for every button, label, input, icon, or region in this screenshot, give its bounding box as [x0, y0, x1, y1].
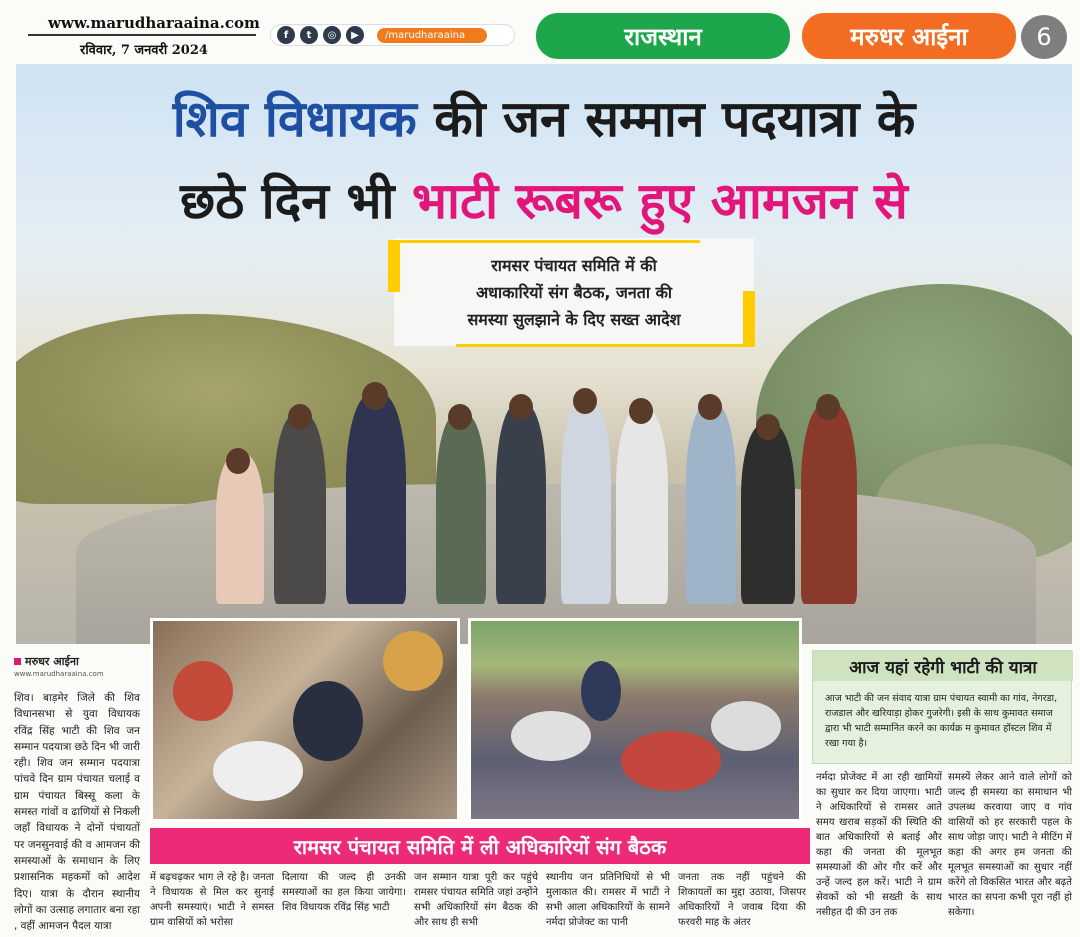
photo-meeting-villagers [150, 618, 460, 822]
person-shape [293, 681, 363, 761]
article-column-4: जन सम्मान यात्रा पूरी कर पहुंचे रामसर पंचायत समिति जहां उन्होंने सभी अधिकारियों संग बैठक की और साथ ही सभी [414, 872, 538, 928]
person-head [756, 414, 780, 440]
headline-line-2 [16, 160, 1072, 242]
turban-shape [383, 631, 443, 691]
person [801, 404, 857, 604]
person [686, 404, 736, 604]
sidebar-text: आज भाटी की जन संवाद यात्रा ग्राम पंचायत स्वामी का गांव, नेगरडा, राजडाल और खरियाड़ा होकर गुजरेगी। इसी के साथ कुमावत समाज द्वारा भी भाटी सम्मानित करने का कार्यक्र म कुमावत हॉस्टल शिव में रखा गया है। [825, 693, 1058, 749]
deck-accent-bar [400, 240, 700, 243]
speaker-shape [581, 661, 621, 721]
person-head [226, 448, 250, 474]
social-bar [270, 24, 515, 46]
sidebar-box [812, 650, 1072, 764]
sidebar-title: आज यहां रहेगी भाटी की यात्रा [813, 651, 1073, 681]
article-column-5: स्थानीय जन प्रतिनिधियों से भी मुलाकात की। रामसर में भाटी ने सभी आला अधिकारियों के सामने नर्मदा प्रोजेक्ट का पानी [546, 872, 670, 928]
article-column-2: में बढ़चढ़कर भाग ले रहे है। जनता ने विधायक से मिल कर सुनाई अपनी समस्याएं। भाटी ने समस्त ग्राम वासियों को भरोसा [150, 872, 274, 928]
byline-url: www.marudharaaina.com [14, 670, 104, 678]
article-column-1: शिव। बाड़मेर जिले की शिव विधानसभा से युवा विधायक रविंद्र सिंह भाटी की शिव जन सम्मान पदयात्रा छठे दिन भी जारी रही। शिव जन सम्मान पदयात्रा पांचवे दिन ग्राम पंचायत चलाई व ग्राम पंचायत बिस्सू कला के समस्त गांवों व ढाणियों से निकली जहाँ विधायक ने दोनों पंचायतों पर जनसुनवाई की व आमजन की समस्याओं के समाधान के लिए प्रशासनिक महकमों को आदेश दिए। यात्रा के दौरान स्थानीय लोगों का उत्साह लगातार बना रहा , वहीं आमजन पैदल यात्रा [14, 692, 140, 933]
deck-box [394, 238, 754, 346]
byline-logo [14, 654, 79, 669]
article-column-3: दिलाया की जल्द ही उनकी समस्याओं का हल किया जायेगा। शिव विधायक रविंद्र सिंह भाटी [282, 872, 406, 913]
instagram-icon[interactable]: ◎ [323, 26, 341, 44]
headline-highlight-pink: भाटी रूबरू हुए आमजन से [411, 172, 908, 230]
facebook-icon[interactable]: f [277, 26, 295, 44]
crowd-shape [511, 711, 591, 761]
headline [16, 78, 1072, 242]
hero-photo [16, 64, 1072, 644]
deck-accent-bar [743, 291, 755, 347]
article-column-8: समस्यें लेकर आने वाले लोगों को जल्द ही समस्या का समाधान भी उपलब्ध करवाया जाए व गांव वासियों को हर सरकारी पहल के साथ जोड़ा जाए। भाटी ने मीटिंग में कहा की अगर हम जनता की मूलभूत समस्याओं का सुधार नहीं करेंगे तो विकसित भारत और बढ़ते भारत का सपना कभी पूरा नहीं हो सकेगा। [948, 772, 1072, 918]
headline-text: की जन सम्मान पदयात्रा के [416, 90, 916, 148]
deck-accent-bar [456, 344, 754, 347]
twitter-icon[interactable]: t [300, 26, 318, 44]
person-head [573, 388, 597, 414]
person-head [362, 382, 388, 410]
photo-public-gathering [468, 618, 802, 822]
person-shape [213, 741, 303, 801]
article-column-6: जनता तक नहीं पहुंचने की शिकायतों का मुद्दा उठाया, जिसपर अधिकारियों ने जवाब दिया की फरवरी माह के अंतर [678, 872, 806, 928]
person-head [448, 404, 472, 430]
deck-accent-bar [388, 240, 400, 292]
masthead [0, 0, 1080, 64]
crowd-shape [711, 701, 781, 751]
headline-text: छठे दिन भी [180, 172, 412, 230]
section-tag: राजस्थान [536, 13, 790, 59]
brand-tag: मरुधर आईना [802, 13, 1016, 59]
site-url[interactable]: www.marudharaaina.com [48, 14, 260, 32]
person [561, 399, 611, 604]
byline-logo-text: मरुधर आईना [25, 655, 79, 668]
person [496, 404, 546, 604]
sub-headline-banner: रामसर पंचायत समिति में ली अधिकारियों संग बैठक [150, 828, 810, 864]
person [436, 414, 486, 604]
person-head [629, 398, 653, 424]
crowd-shape [621, 731, 721, 791]
headline-highlight-blue: शिव विधायक [172, 90, 417, 148]
deck-line: समस्या सुलझाने के दिए सख्त आदेश [467, 310, 681, 329]
walking-crowd [196, 364, 876, 604]
page-number: 6 [1018, 12, 1070, 62]
person-head [509, 394, 533, 420]
person [346, 394, 406, 604]
turban-shape [173, 661, 233, 721]
person-head [816, 394, 840, 420]
deck-line: रामसर पंचायत समिति में की [491, 256, 657, 275]
social-handle[interactable]: /marudharaaina [377, 28, 487, 43]
person [274, 414, 326, 604]
article-column-7: नर्मदा प्रोजेक्ट में आ रही खामियों का सुधार कर दिया जाएगा। भाटी ने अधिकारियों से रामसर आते समय खराब सड़कों की स्थिति की बात अधिकारियों से बताई और कहा की जनता की मूलभूत समस्याओं की ओर गौर करें और उन्हें जल्द हल करें। भाटी ने ग्राम सेवकों को भी सख्ती के साथ नसीहत दी की उन तक [816, 772, 942, 918]
person [741, 424, 795, 604]
publication-date: रविवार, 7 जनवरी 2024 [80, 43, 208, 58]
person [216, 454, 264, 604]
header-rule [28, 34, 256, 36]
headline-line-1 [16, 78, 1072, 160]
deck-line: अधाकारियों संग बैठक, जनता की [475, 283, 673, 302]
person [616, 409, 668, 604]
person-head [698, 394, 722, 420]
logo-mark-icon [14, 658, 21, 665]
youtube-icon[interactable]: ▶ [346, 26, 364, 44]
person-head [288, 404, 312, 430]
